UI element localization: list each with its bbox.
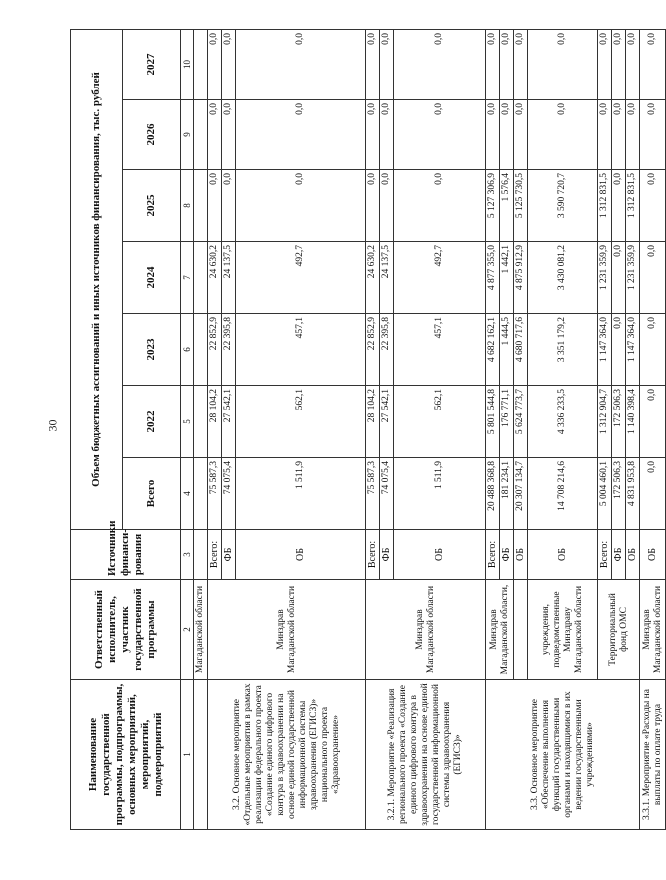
value-cell: 75 587,3 <box>208 458 222 530</box>
source-cell: ОБ <box>626 530 640 580</box>
header-year: 2024 <box>123 242 181 314</box>
value-cell: 24 137,5 <box>380 242 394 314</box>
value-cell: 3 430 081,2 <box>528 242 598 314</box>
value-cell: 0,0 <box>528 29 598 99</box>
header-year: 2025 <box>123 170 181 242</box>
value-cell: 4 336 233,5 <box>528 386 598 458</box>
source-cell: Всего: <box>208 530 222 580</box>
source-cell: ОБ <box>236 530 366 580</box>
value-cell: 0,0 <box>380 170 394 242</box>
responsible-cell: Минздрав Магаданской области <box>640 580 666 680</box>
responsible-cell: Минздрав Магаданской области, <box>486 580 514 680</box>
program-name-cell: 3.2. Основное мероприятие «Отдельные мероприятия в рамках реализации федерального проекта «Создание единого цифрового контура в здравоохранении на основе единой государственной информационной системы здравоохранения (ЕГИСЗ)» национального проекта «Здравоохранение» <box>208 680 366 830</box>
value-cell: 0,0 <box>514 100 528 170</box>
responsible-cell: Территориальный фонд ОМС <box>598 580 640 680</box>
value-cell: 0,0 <box>626 100 640 170</box>
value-cell: 0,0 <box>236 29 366 99</box>
responsible-cell <box>514 580 528 680</box>
value-cell: 14 708 214,6 <box>528 458 598 530</box>
header-year: 2027 <box>123 29 181 99</box>
value-cell: 1 444,5 <box>500 314 514 386</box>
value-cell: 1 147 364,0 <box>598 314 612 386</box>
value-cell: 0,0 <box>236 170 366 242</box>
header-volume: Объем бюджетных ассигнований и иных источников финансирования, тыс. рублей <box>71 29 123 529</box>
table-cell <box>194 530 208 580</box>
value-cell: 457,1 <box>236 314 366 386</box>
value-cell: 492,7 <box>236 242 366 314</box>
value-cell: 0,0 <box>486 29 500 99</box>
table-cell <box>194 170 208 242</box>
column-number: 3 <box>181 530 194 580</box>
value-cell: 0,0 <box>612 100 626 170</box>
value-cell: 1 312 831,5 <box>598 170 612 242</box>
value-cell: 20 488 368,8 <box>486 458 500 530</box>
value-cell: 0,0 <box>394 170 486 242</box>
value-cell: 5 125 730,5 <box>514 170 528 242</box>
value-cell: 5 624 773,7 <box>514 386 528 458</box>
value-cell: 0,0 <box>514 29 528 99</box>
table-row <box>208 29 222 829</box>
header-responsible: Ответственный исполнитель, участник государственной программы <box>71 580 181 680</box>
value-cell: 0,0 <box>598 100 612 170</box>
source-cell: ФБ <box>500 530 514 580</box>
value-cell: 1 140 398,4 <box>626 386 640 458</box>
value-cell: 0,0 <box>640 314 666 386</box>
header-name: Наименование государственной программы, подпрограммы, основных мероприятий, мероприятий, подмероприятий <box>71 680 181 830</box>
value-cell: 181 234,1 <box>500 458 514 530</box>
value-cell: 0,0 <box>640 170 666 242</box>
value-cell: 0,0 <box>380 29 394 99</box>
value-cell: 0,0 <box>640 100 666 170</box>
table-cell <box>194 680 208 830</box>
value-cell: 0,0 <box>366 100 380 170</box>
value-cell: 0,0 <box>208 29 222 99</box>
rotated-table-container <box>70 30 663 830</box>
column-number: 2 <box>181 580 194 680</box>
value-cell: 562,1 <box>236 386 366 458</box>
value-cell: 1 312 831,5 <box>626 170 640 242</box>
value-cell: 3 351 179,2 <box>528 314 598 386</box>
source-cell: ФБ <box>222 530 236 580</box>
table-row <box>640 29 666 829</box>
value-cell: 4 877 355,0 <box>486 242 500 314</box>
value-cell: 4 831 953,8 <box>626 458 640 530</box>
source-cell: ОБ <box>514 530 528 580</box>
value-cell: 0,0 <box>380 100 394 170</box>
header-year: 2022 <box>123 386 181 458</box>
responsible-cell: учреждения, подведомственные Минздраву Магаданской области <box>528 580 598 680</box>
column-number: 9 <box>181 100 194 170</box>
table-body <box>194 29 666 829</box>
table-cell <box>194 314 208 386</box>
value-cell: 27 542,1 <box>380 386 394 458</box>
value-cell: 4 682 162,1 <box>486 314 500 386</box>
table-cell <box>194 458 208 530</box>
value-cell: 0,0 <box>500 100 514 170</box>
header-year: 2026 <box>123 100 181 170</box>
responsible-cell: Минздрав Магаданской области <box>208 580 366 680</box>
value-cell: 172 506,3 <box>612 458 626 530</box>
table-cell <box>194 242 208 314</box>
table-row <box>486 29 500 829</box>
program-name-cell: 3.3.1. Мероприятие «Расходы на выплаты по оплате труда <box>640 680 666 830</box>
financing-table <box>70 29 666 830</box>
value-cell: 0,0 <box>626 29 640 99</box>
page-number: 30 <box>45 419 60 432</box>
value-cell: 0,0 <box>222 29 236 99</box>
value-cell: 5 127 306,9 <box>486 170 500 242</box>
value-cell: 22 395,8 <box>380 314 394 386</box>
value-cell: 1 442,1 <box>500 242 514 314</box>
value-cell: 22 852,9 <box>208 314 222 386</box>
value-cell: 24 137,5 <box>222 242 236 314</box>
value-cell: 0,0 <box>486 100 500 170</box>
header-source: Источники финанси-рования <box>71 530 181 580</box>
value-cell: 0,0 <box>640 29 666 99</box>
responsible-cell: Минздрав Магаданской области <box>366 580 486 680</box>
column-number: 1 <box>181 680 194 830</box>
value-cell: 0,0 <box>640 458 666 530</box>
table-cell <box>194 100 208 170</box>
value-cell: 5 004 460,1 <box>598 458 612 530</box>
value-cell: 0,0 <box>366 170 380 242</box>
table-cell <box>194 29 208 99</box>
value-cell: 0,0 <box>222 170 236 242</box>
value-cell: 0,0 <box>640 386 666 458</box>
value-cell: 0,0 <box>598 29 612 99</box>
column-number: 6 <box>181 314 194 386</box>
column-number: 4 <box>181 458 194 530</box>
value-cell: 176 771,1 <box>500 386 514 458</box>
value-cell: 1 231 359,9 <box>626 242 640 314</box>
value-cell: 1 231 359,9 <box>598 242 612 314</box>
value-cell: 28 104,2 <box>366 386 380 458</box>
value-cell: 75 587,3 <box>366 458 380 530</box>
value-cell: 74 075,4 <box>222 458 236 530</box>
source-cell: Всего: <box>486 530 500 580</box>
value-cell: 74 075,4 <box>380 458 394 530</box>
column-number: 8 <box>181 170 194 242</box>
table-header <box>71 29 194 829</box>
source-cell: ОБ <box>528 530 598 580</box>
column-number: 7 <box>181 242 194 314</box>
value-cell: 0,0 <box>612 314 626 386</box>
source-cell: ФБ <box>612 530 626 580</box>
value-cell: 24 630,2 <box>366 242 380 314</box>
value-cell: 0,0 <box>394 100 486 170</box>
value-cell: 0,0 <box>208 100 222 170</box>
value-cell: 4 680 717,6 <box>514 314 528 386</box>
value-cell: 0,0 <box>236 100 366 170</box>
value-cell: 457,1 <box>394 314 486 386</box>
table-row <box>366 29 380 829</box>
value-cell: 0,0 <box>612 29 626 99</box>
value-cell: 28 104,2 <box>208 386 222 458</box>
value-cell: 0,0 <box>208 170 222 242</box>
source-cell: ОБ <box>640 530 666 580</box>
source-cell: ОБ <box>394 530 486 580</box>
table-row <box>194 29 208 829</box>
source-cell: ФБ <box>380 530 394 580</box>
value-cell: 1 511,9 <box>236 458 366 530</box>
value-cell: 3 590 720,7 <box>528 170 598 242</box>
value-cell: 20 307 134,7 <box>514 458 528 530</box>
source-cell: Всего: <box>598 530 612 580</box>
responsible-cell: Магаданской области <box>194 580 208 680</box>
value-cell: 22 852,9 <box>366 314 380 386</box>
value-cell: 0,0 <box>528 100 598 170</box>
value-cell: 0,0 <box>612 242 626 314</box>
value-cell: 562,1 <box>394 386 486 458</box>
value-cell: 0,0 <box>222 100 236 170</box>
value-cell: 4 875 912,9 <box>514 242 528 314</box>
value-cell: 0,0 <box>612 170 626 242</box>
value-cell: 0,0 <box>366 29 380 99</box>
table-cell <box>194 386 208 458</box>
program-name-cell: 3.2.1. Мероприятие «Реализация регионального проекта «Создание единого цифрового контура в здравоохранении на основе единой государственной информационной системы здравоохранения (ЕГИСЗ)» <box>366 680 486 830</box>
value-cell: 0,0 <box>640 242 666 314</box>
column-number: 5 <box>181 386 194 458</box>
value-cell: 1 147 364,0 <box>626 314 640 386</box>
header-year: 2023 <box>123 314 181 386</box>
value-cell: 1 312 904,7 <box>598 386 612 458</box>
value-cell: 0,0 <box>394 29 486 99</box>
value-cell: 0,0 <box>500 29 514 99</box>
value-cell: 492,7 <box>394 242 486 314</box>
value-cell: 172 506,3 <box>612 386 626 458</box>
value-cell: 5 801 544,8 <box>486 386 500 458</box>
value-cell: 22 395,8 <box>222 314 236 386</box>
column-number: 10 <box>181 29 194 99</box>
value-cell: 27 542,1 <box>222 386 236 458</box>
value-cell: 24 630,2 <box>208 242 222 314</box>
source-cell: Всего: <box>366 530 380 580</box>
program-name-cell: 3.3. Основное мероприятие «Обеспечение выполнения функций государственными органами и находящимися в их ведении государственными учреждениями» <box>486 680 640 830</box>
header-year-total: Всего <box>123 458 181 530</box>
value-cell: 1 511,9 <box>394 458 486 530</box>
value-cell: 1 576,4 <box>500 170 514 242</box>
